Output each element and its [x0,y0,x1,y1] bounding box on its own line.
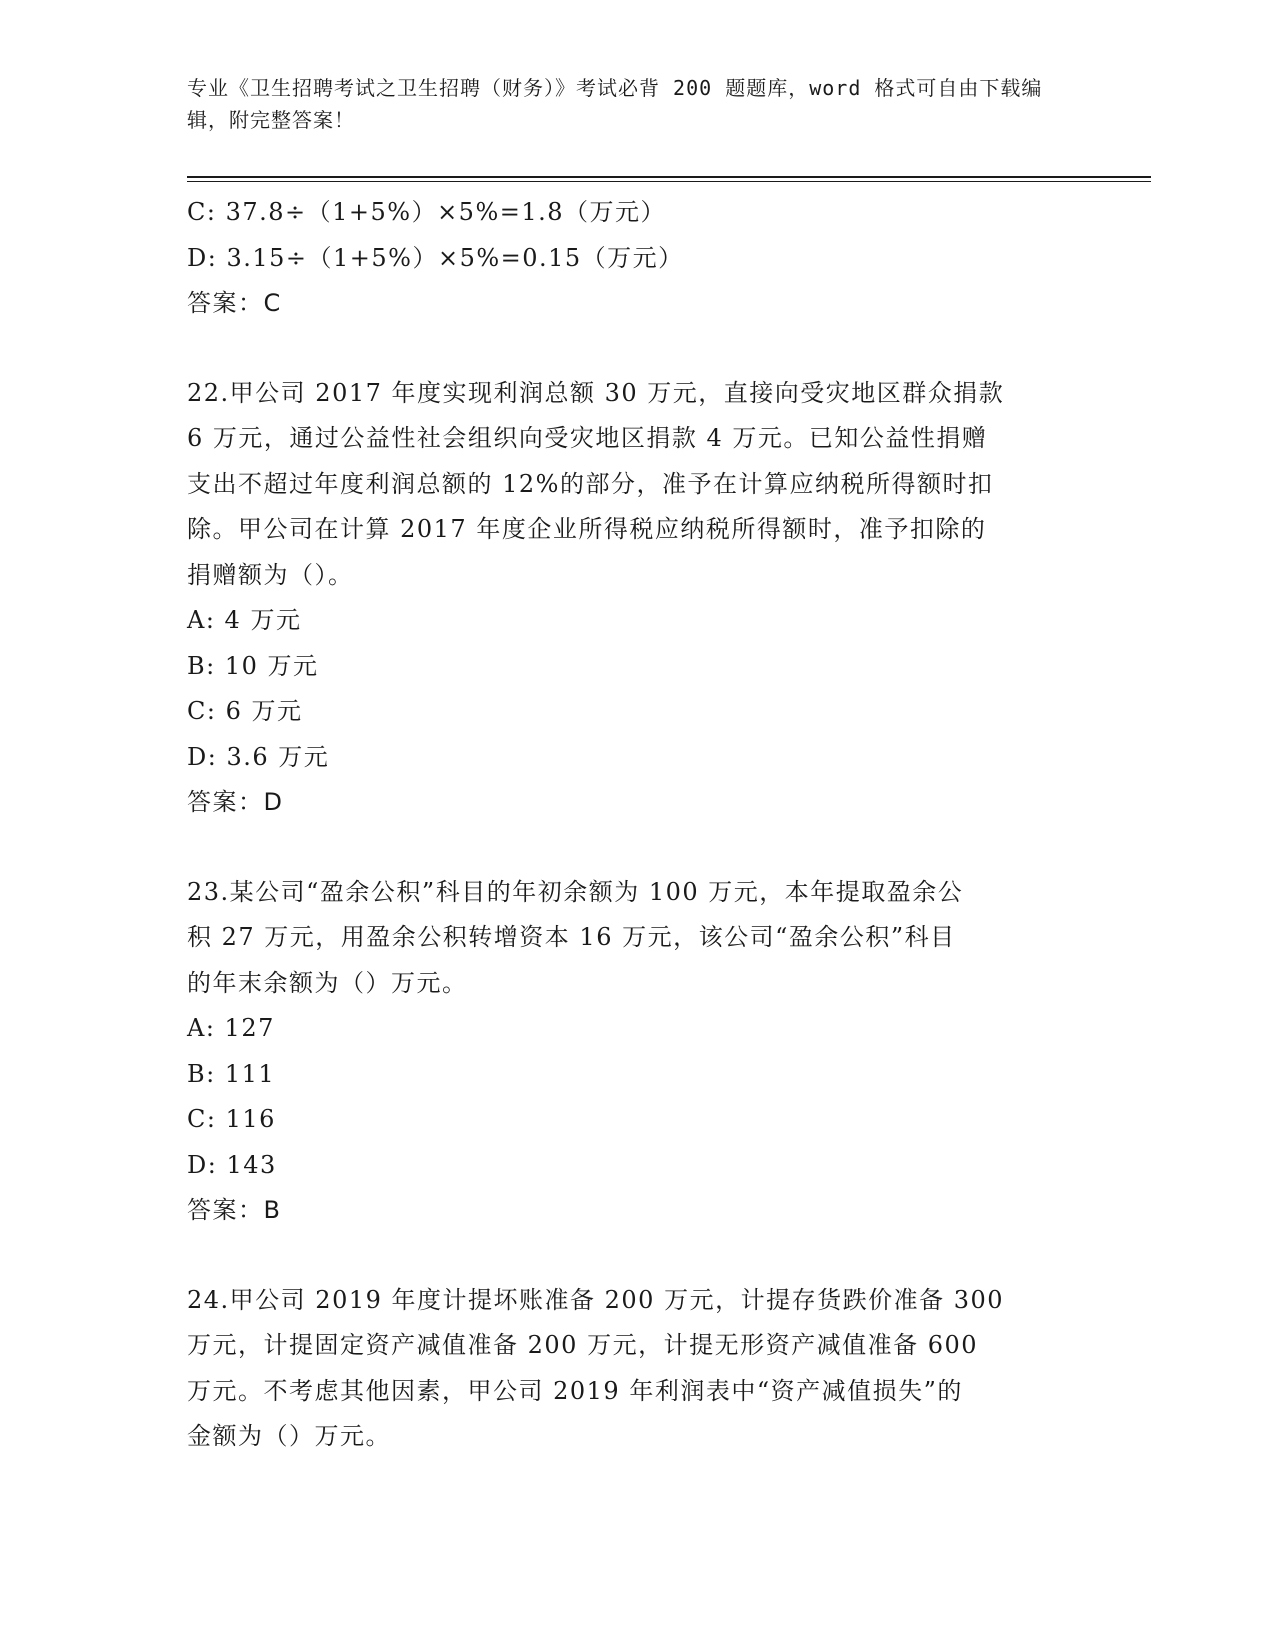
answer-line: 答案：B [187,1196,282,1224]
spacer [187,1234,1087,1278]
option-d: D: 143 [187,1150,277,1179]
option-d: D: 3.15÷（1+5%）×5%=0.15（万元） [187,243,684,272]
document-header: 专业《卫生招聘考试之卫生招聘（财务）》考试必背 200 题题库，word 格式可自由下载编辑，附完整答案！ [187,76,1043,132]
question-24 [187,1278,1087,1460]
option-b: B: 111 [187,1059,276,1088]
question-text-line: 万元，计提固定资产减值准备 200 万元，计提无形资产减值准备 600 [187,1331,979,1359]
option-c: C: 116 [187,1105,276,1133]
answer-line: 答案：C [187,289,282,317]
carryover-block [187,190,1087,327]
question-text-line: 的年末余额为（）万元。 [187,968,468,997]
option-a: A: 4 万元 [187,606,302,634]
option-d: D: 3.6 万元 [187,742,330,771]
spacer [187,826,1087,870]
question-text-line: 金额为（）万元。 [187,1422,391,1450]
header-rule-thick [187,176,1151,178]
spacer [187,327,1087,371]
question-text-line: 除。甲公司在计算 2017 年度企业所得税应纳税所得额时，准予扣除的 [187,515,987,543]
option-b: B: 10 万元 [187,651,319,680]
question-text-line: 万元。不考虑其他因素，甲公司 2019 年利润表中“资产减值损失”的 [187,1376,963,1405]
option-a: A: 127 [187,1014,275,1042]
question-22 [187,371,1087,826]
document-body [187,190,1087,1460]
question-23 [187,870,1087,1234]
question-text-line: 支出不超过年度利润总额的 12%的部分，准予在计算应纳税所得额时扣 [187,469,994,498]
question-text-line: 24.甲公司 2019 年度计提坏账准备 200 万元，计提存货跌价准备 300 [187,1285,1005,1314]
question-text-line: 积 27 万元，用盈余公积转增资本 16 万元，该公司“盈余公积”科目 [187,923,956,951]
question-text-line: 6 万元，通过公益性社会组织向受灾地区捐款 4 万元。已知公益性捐赠 [187,424,988,452]
option-c: C: 37.8÷（1+5%）×5%=1.8（万元） [187,198,667,226]
header-rule-thin [187,181,1151,182]
question-text-line: 22.甲公司 2017 年度实现利润总额 30 万元，直接向受灾地区群众捐款 [187,378,1005,407]
answer-line: 答案：D [187,788,284,816]
option-c: C: 6 万元 [187,697,303,725]
question-text-line: 捐赠额为（）。 [187,560,354,589]
question-text-line: 23.某公司“盈余公积”科目的年初余额为 100 万元，本年提取盈余公 [187,877,964,906]
